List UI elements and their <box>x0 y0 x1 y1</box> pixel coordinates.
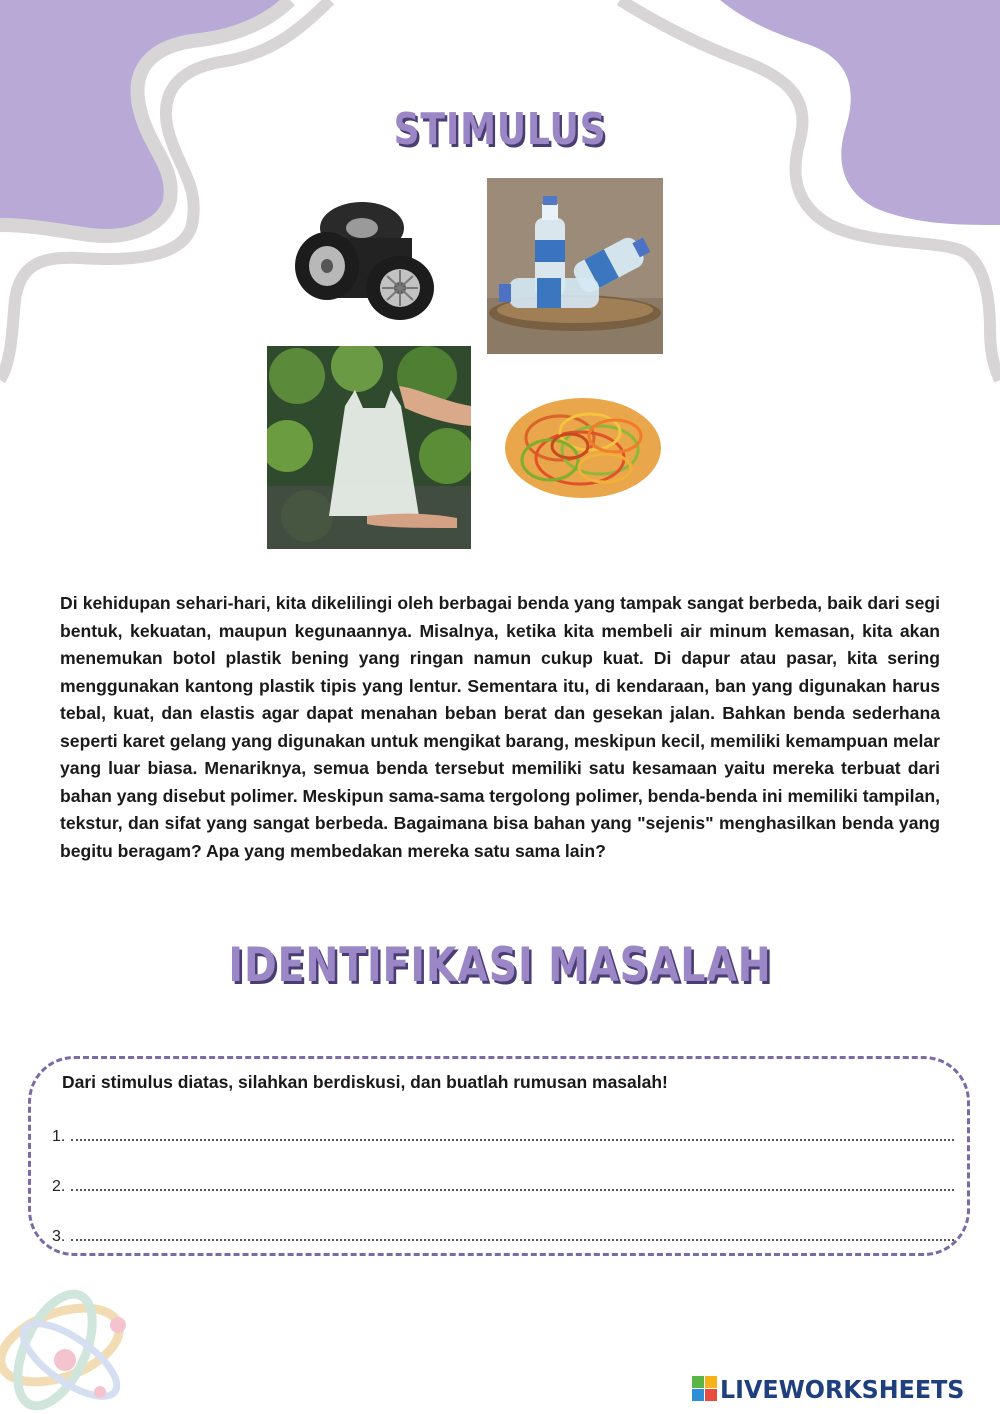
problem-identification-heading: IDENTIFIKASI MASALAH <box>228 938 772 993</box>
answer-input-3[interactable] <box>71 1239 954 1241</box>
liveworksheets-mark-icon <box>692 1376 718 1402</box>
answer-row-3 <box>52 1222 954 1246</box>
rubber-bands-image <box>500 388 666 506</box>
plastic-bag-image <box>267 346 471 549</box>
answer-number: 1. <box>52 1128 66 1145</box>
stimulus-heading: STIMULUS <box>393 104 607 155</box>
answer-row-2 <box>52 1172 954 1196</box>
answer-row-1 <box>52 1122 954 1146</box>
answer-input-2[interactable] <box>71 1189 954 1191</box>
task-instruction: Dari stimulus diatas, silahkan berdiskusi, dan buatlah rumusan masalah! <box>62 1072 668 1092</box>
tires-image <box>282 188 442 328</box>
answer-number: 2. <box>52 1178 66 1195</box>
answer-input-1[interactable] <box>71 1139 954 1141</box>
brand-text: LIVEWORKSHEETS <box>720 1374 965 1404</box>
liveworksheets-logo <box>692 1376 977 1402</box>
answer-number: 3. <box>52 1228 66 1245</box>
stimulus-paragraph: Di kehidupan sehari-hari, kita dikelilingi oleh berbagai benda yang tampak sangat berbeda, baik dari segi bentuk, kekuatan, maupun kegunaannya. Misalnya, ketika kita membeli air minum kemasan, kita akan menemukan botol plastik bening yang ringan namun cukup kuat. Di dapur atau pasar, kita sering menggunakan kantong plastik tipis yang lentur. Sementara itu, di kendaraan, ban yang digunakan harus tebal, kuat, dan elastis agar dapat menahan beban berat dan gesekan jalan. Bahkan benda sederhana seperti karet gelang yang digunakan untuk mengikat barang, meskipun kecil, memiliki kemampuan melar yang luar biasa. Menariknya, semua benda tersebut memiliki satu kesamaan yaitu mereka terbuat dari bahan yang disebut polimer. Meskipun sama-sama tergolong polimer, benda-benda ini memiliki tampilan, tekstur, dan sifat yang sangat berbeda. Bagaimana bisa bahan yang "sejenis" menghasilkan benda yang begitu beragam? Apa yang membedakan mereka satu sama lain? <box>60 593 940 861</box>
water-bottles-image <box>487 178 663 354</box>
